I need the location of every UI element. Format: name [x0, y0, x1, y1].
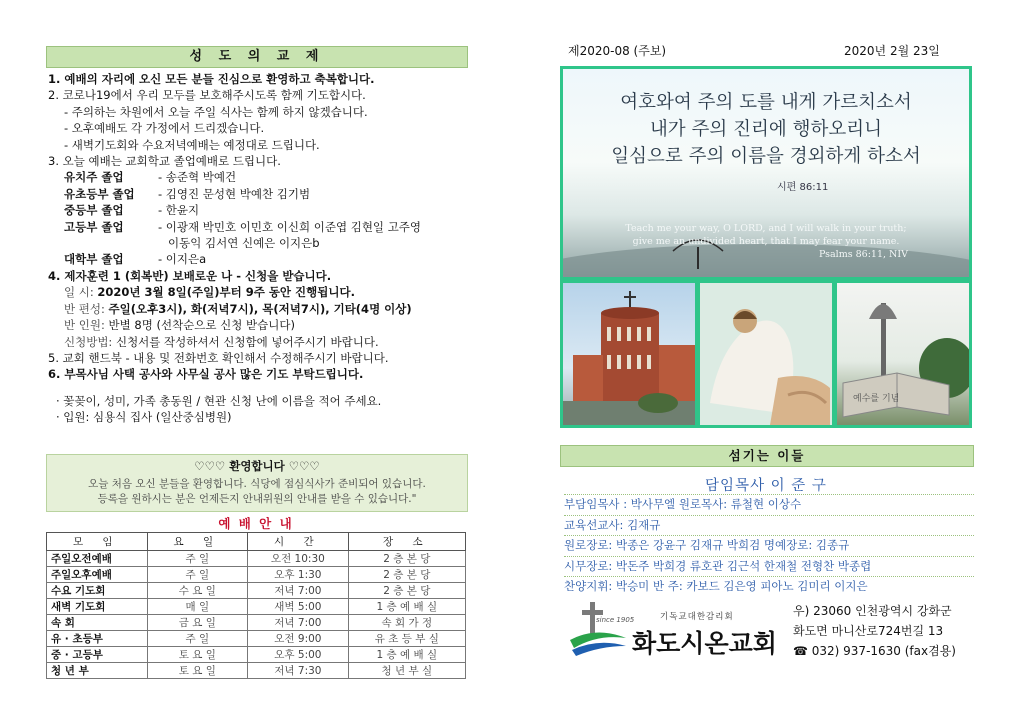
- cell: 유 초 등 부 실: [348, 631, 465, 647]
- denomination-name: 기독교대한감리회: [660, 612, 734, 622]
- cell: 속 회 가 정: [348, 615, 465, 631]
- logo-since: since 1905: [596, 616, 635, 624]
- cell: 1 층 예 배 실: [348, 599, 465, 615]
- table-row: [47, 615, 466, 631]
- table-header-row: [47, 533, 466, 551]
- cross-wave-logo-icon: [568, 600, 628, 656]
- grad-dept: 유초등부 졸업: [64, 186, 135, 201]
- training-label: 일 시:: [64, 285, 94, 300]
- cell: 주일오전예배: [47, 551, 148, 567]
- cell: 저녁 7:00: [248, 583, 349, 599]
- training-label: 반 인원:: [64, 318, 105, 333]
- cell: 중 · 고등부: [47, 647, 148, 663]
- church-name: 화도시온교회: [632, 629, 777, 658]
- training-value: 반별 8명 (선착순으로 신청 받습니다): [108, 318, 295, 333]
- cell: 2 층 본 당: [348, 551, 465, 567]
- cell: 속 회: [47, 615, 148, 631]
- fellowship-header: 성 도 의 교 제: [46, 46, 468, 68]
- cell: 청 년 부 실: [348, 663, 465, 679]
- cell: 주 일: [147, 567, 248, 583]
- grad-dept: 유치주 졸업: [64, 170, 124, 185]
- staff-row: 교육선교사: 김재규: [564, 515, 974, 536]
- staff-row: 원로장로: 박종은 강윤구 김재규 박희검 명예장로: 김종규: [564, 535, 974, 556]
- staff-row: 찬양지휘: 박승미 반 주: 카보드 김은영 피아노 김미리 이지은: [564, 576, 974, 597]
- table-row: [47, 663, 466, 679]
- staff-list: [564, 494, 974, 597]
- cell: 2 층 본 당: [348, 583, 465, 599]
- verse-english: Teach me your way, O LORD, and I will walk in your truth; give me an undivided heart, that I may fear your name.: [625, 223, 907, 247]
- phone-number: ☎ 032) 937-1630 (fax겸용): [793, 644, 956, 658]
- col-header: 모 임: [47, 533, 148, 551]
- verse-korean: 여호와여 주의 도를 내게 가르치소서 내가 주의 진리에 행하오리니 일심으로 주의 이름을 경외하게 하소서: [611, 92, 921, 167]
- cell: 저녁 7:30: [248, 663, 349, 679]
- verse-reference: 시편 86:11: [777, 182, 829, 193]
- cell: 오후 1:30: [248, 567, 349, 583]
- church-logo: [568, 600, 782, 660]
- grad-dept: 고등부 졸업: [64, 219, 124, 234]
- notice-2: 2. 코로나19에서 우리 모두를 보호해주시도록 함께 기도합시다.: [48, 88, 366, 103]
- cell: 토 요 일: [147, 647, 248, 663]
- jesus-painting-image: [700, 283, 832, 425]
- monument-inscription: 예수를 기념: [853, 394, 900, 404]
- notice-1: 1. 예배의 자리에 오신 모든 분들 진심으로 환영하고 축복합니다.: [48, 72, 375, 86]
- senior-pastor: 담임목사 이 준 구: [705, 478, 827, 494]
- grad-dept: 중등부 졸업: [64, 203, 124, 218]
- welcome-title: ♡♡♡ 환영합니다 ♡♡♡: [194, 459, 320, 473]
- cell: 오후 5:00: [248, 647, 349, 663]
- training-value: 주일(오후3시), 화(저녁7시), 목(저녁7시), 기타(4명 이상): [108, 301, 412, 316]
- cell: 수요 기도회: [47, 583, 148, 599]
- col-header: 요 일: [147, 533, 248, 551]
- table-row: [47, 583, 466, 599]
- cell: 유 · 초등부: [47, 631, 148, 647]
- table-row: [47, 631, 466, 647]
- staff-row: 부담임목사 : 박사무엘 원로목사: 류철현 이상수: [564, 494, 974, 515]
- bell-monument-photo: [834, 280, 972, 428]
- table-row: [47, 599, 466, 615]
- table-row: [47, 647, 466, 663]
- cell: 새벽 기도회: [47, 599, 148, 615]
- bulletin-date: 2020년 2월 23일: [844, 44, 940, 58]
- address-line: 화도면 마니산로724번길 13: [793, 624, 944, 638]
- notice-5: 5. 교회 핸드북 - 내용 및 전화번호 확인해서 수정해주시기 바랍니다.: [48, 350, 389, 365]
- schedule-table-wrap: [46, 532, 466, 679]
- notice-6: 6. 부목사님 사택 공사와 사무실 공사 많은 기도 부탁드립니다.: [48, 367, 364, 382]
- servants-header: 섬기는 이들: [560, 445, 974, 467]
- verse-english-reference: Psalms 86:11, NIV: [819, 249, 908, 260]
- notice-4: 4. 제자훈련 1 (회복반) 보배로운 나 - 신청을 받습니다.: [48, 268, 332, 283]
- verse-banner: [560, 66, 972, 280]
- notice-2-sub: - 새벽기도회와 수요저녁예배는 예정대로 드립니다.: [64, 137, 320, 152]
- grad-names: - 김영진 문성현 박예찬 김기범: [158, 186, 311, 201]
- cell: 주일오후예배: [47, 567, 148, 583]
- cell: 오전 10:30: [248, 551, 349, 567]
- welcome-box: [46, 454, 468, 512]
- training-value: 2020년 3월 8일(주일)부터 9주 동안 진행됩니다.: [97, 285, 355, 300]
- cell: 1 층 예 배 실: [348, 647, 465, 663]
- grad-names: 이동익 김서연 신예은 이지은b: [168, 236, 320, 251]
- grad-dept: 대학부 졸업: [64, 252, 124, 267]
- grad-names: - 송준혁 박예건: [158, 170, 237, 185]
- cell: 청 년 부: [47, 663, 148, 679]
- cell: 토 요 일: [147, 663, 248, 679]
- flowers-note: · 꽃꽂이, 성미, 가족 총동원 / 현관 신청 난에 이름을 적어 주세요.: [56, 393, 382, 408]
- schedule-title: 예 배 안 내: [218, 516, 294, 531]
- grad-names: - 이지은a: [158, 252, 207, 267]
- notice-3: 3. 오늘 예배는 교회학교 졸업예배로 드립니다.: [48, 154, 281, 169]
- col-header: 장 소: [348, 533, 465, 551]
- grad-names: - 이광재 박민호 이민호 이신희 이준엽 김현일 고주영: [158, 219, 422, 234]
- church-building-photo: [560, 280, 698, 428]
- training-value: 신청서를 작성하셔서 신청함에 넣어주시기 바랍니다.: [115, 334, 379, 349]
- cell: 오전 9:00: [248, 631, 349, 647]
- church-building-image: [563, 283, 695, 425]
- notices: [48, 71, 478, 426]
- training-label: 반 편성:: [64, 301, 105, 316]
- cell: 매 일: [147, 599, 248, 615]
- welcome-line: 오늘 처음 오신 분들을 환영합니다. 식당에 점심식사가 준비되어 있습니다.: [88, 478, 426, 490]
- welcome-line: 등록을 원하시는 분은 언제든지 안내위원의 안내를 받을 수 있습니다.": [97, 493, 417, 505]
- cell: 주 일: [147, 631, 248, 647]
- staff-row: 시무장로: 박돈주 박희경 류호관 김근석 한재철 전형찬 박종렵: [564, 556, 974, 577]
- cell: 2 층 본 당: [348, 567, 465, 583]
- hospital-note: · 입원: 심용식 집사 (일산중심병원): [56, 410, 232, 425]
- col-header: 시 간: [248, 533, 349, 551]
- cell: 수 요 일: [147, 583, 248, 599]
- cell: 새벽 5:00: [248, 599, 349, 615]
- address-line: 우) 23060 인천광역시 강화군: [793, 604, 952, 618]
- training-details: [48, 284, 478, 350]
- issue-number: 제2020-08 (주보): [568, 44, 667, 58]
- cell: 주 일: [147, 551, 248, 567]
- graduates-list: [48, 169, 478, 267]
- cell: 저녁 7:00: [248, 615, 349, 631]
- notice-2-sub: - 주의하는 차원에서 오늘 주일 식사는 함께 하지 않겠습니다.: [64, 104, 368, 119]
- schedule-table: [46, 532, 466, 679]
- training-label: 신청방법:: [64, 334, 113, 349]
- table-row: [47, 551, 466, 567]
- cell: 금 요 일: [147, 615, 248, 631]
- grad-names: - 한윤지: [158, 203, 200, 218]
- notice-2-sub: - 오후예배도 각 가정에서 드리겠습니다.: [64, 121, 265, 136]
- church-address: [793, 601, 956, 661]
- table-row: [47, 567, 466, 583]
- jesus-painting: [697, 280, 835, 428]
